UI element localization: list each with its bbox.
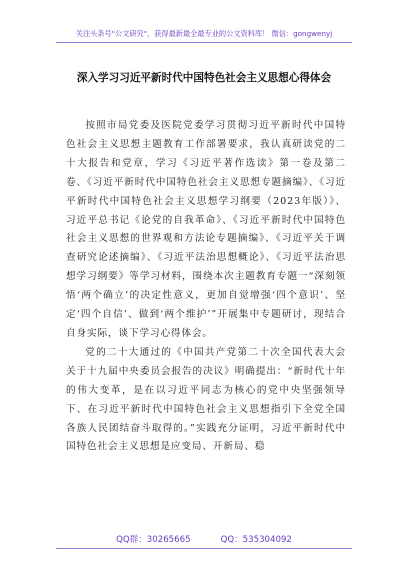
document-title: 深入学习习近平新时代中国特色社会主义思想心得体会 (76, 72, 332, 84)
footer-contact (0, 533, 408, 545)
header-banner: 关注头条号"公文研究"，获得最新最全最专业的公文资料库！ 微信：gongwenyj (75, 29, 333, 38)
header-divider (56, 42, 352, 43)
footer-qq-group: QQ群：30265665 (116, 535, 191, 545)
paragraph-2: 党的二十大通过的《中国共产党第二十次全国代表大会关于十九届中央委员会报告的决议》明确提出：“新时代十年的伟大变革，是在以习近平同志为核心的党中央坚强领导下、在习近平新时代中国特色社会主义思想指引下全党全国各族人民团结奋斗取得的。”实践充分证明，习近平新时代中国特色社会主义思想是应变局、开新局、稳 (66, 346, 346, 453)
footer-qq-number: QQ：535304092 (220, 535, 292, 545)
paragraph-1: 按照市局党委及医院党委学习贯彻习近平新时代中国特色社会主义思想主题教育工作部署要求，我认真研读党的二十大报告和党章，学习《习近平著作选读》第一卷及第二卷、《习近平新时代中国特色社会主义思想专题摘编》、《习近平新时代中国特色社会主义思想学习纲要（2023年版）》、习近平总书记《论党的自我革命》、《习近平新时代中国特色社会主义思想的世界观和方法论专题摘编》、《习近平关于调查研究论述摘编》、《习近平法治思想概论》、《习近平法治思想学习纲要》等学习材料，围绕本次主题教育专题一“深刻领悟‘两个确立’的决定性意义，更加自觉增强‘四个意识’、坚定‘四个自信’、做到‘两个维护’”开展集中专题研讨，现结合自身实际，谈下学习心得体会。 (66, 120, 346, 339)
footer-divider (56, 548, 352, 549)
document-body (66, 117, 346, 457)
